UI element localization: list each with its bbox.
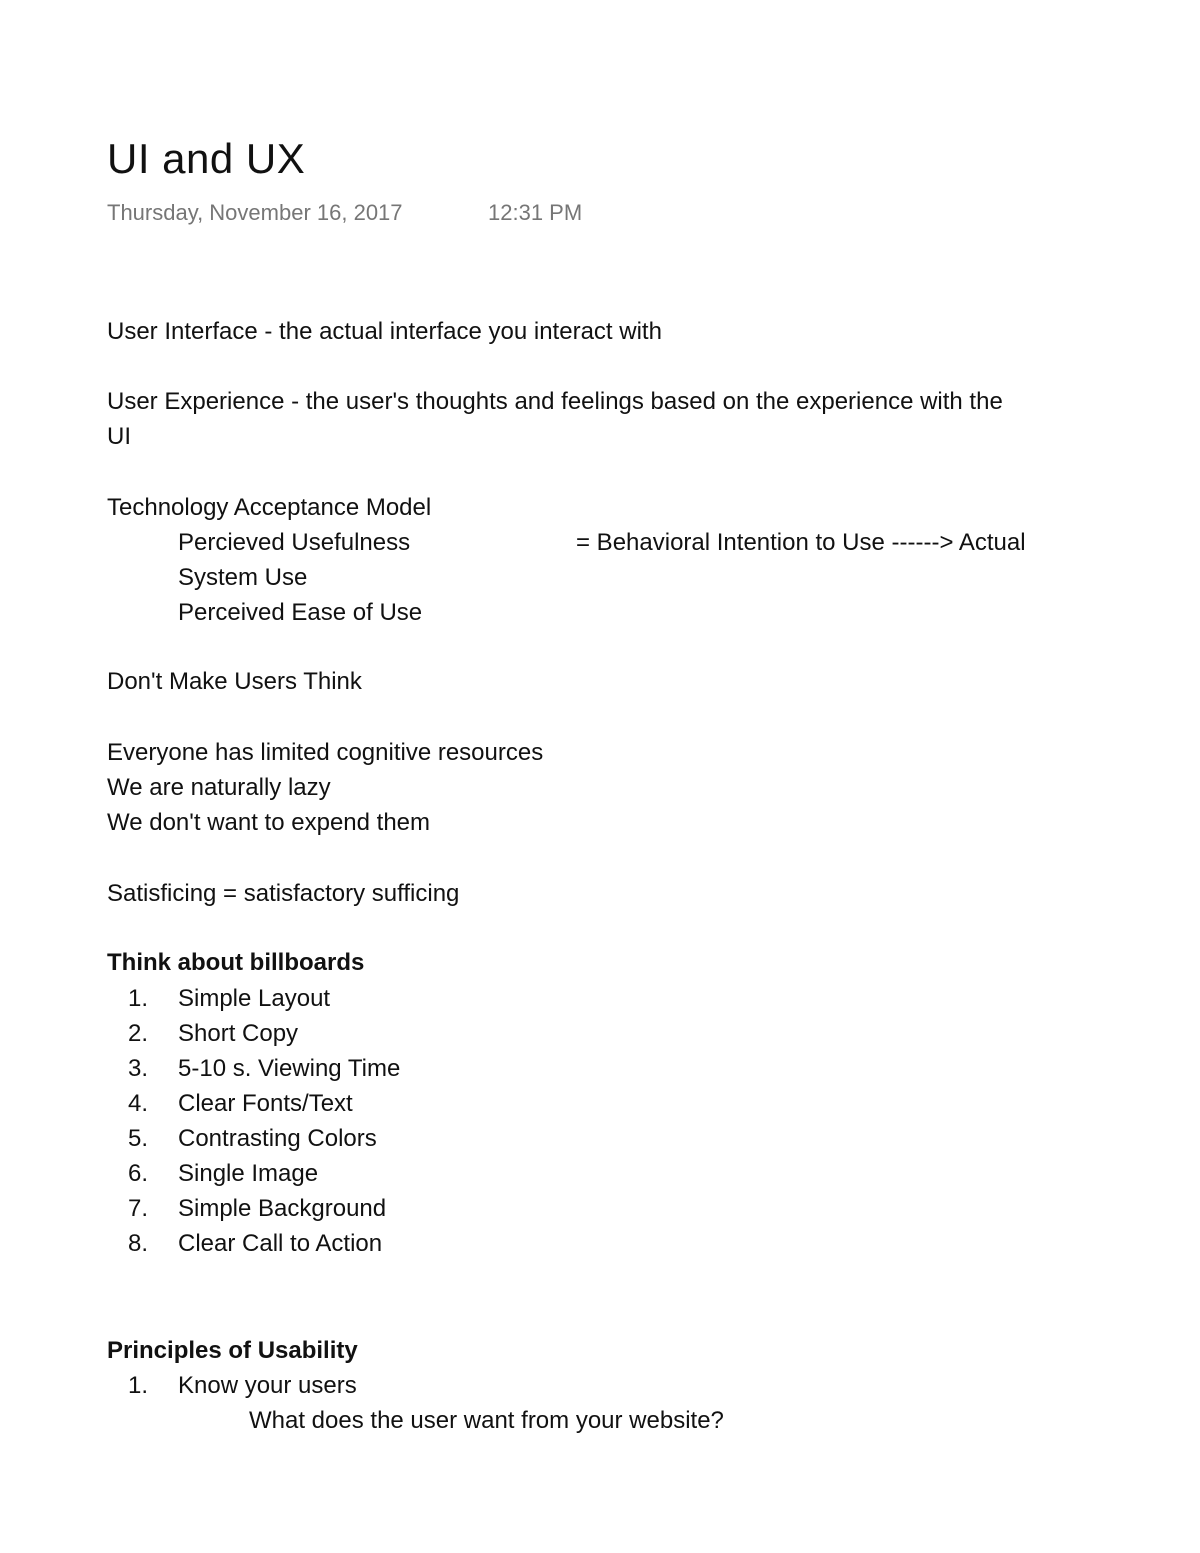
satisficing-line: Satisficing = satisfactory sufficing [107,880,460,907]
list-item: Simple Background [178,1195,387,1222]
usability-heading: Principles of Usability [107,1337,358,1364]
list-item-number: 3. [128,1055,149,1082]
list-item: Simple Layout [178,985,331,1012]
usability-subpoint: What does the user want from your website? [249,1407,724,1434]
list-item: Short Copy [178,1020,299,1047]
tam-system-use: System Use [178,564,308,591]
list-item: Know your users [178,1372,357,1399]
list-item-number: 1. [128,1372,149,1399]
note-time: 12:31 PM [488,200,583,225]
ui-definition: User Interface - the actual interface you interact with [107,318,662,345]
dont-make-users-think: Don't Make Users Think [107,668,362,695]
page-title: UI and UX [107,135,306,182]
list-item-number: 2. [128,1020,149,1047]
list-item: Single Image [178,1160,319,1187]
list-item-number: 1. [128,985,149,1012]
list-item: Clear Call to Action [178,1230,383,1257]
ux-definition-line-1: User Experience - the user's thoughts and feelings based on the experience with the [107,388,1003,415]
list-item: Clear Fonts/Text [178,1090,353,1117]
list-item-number: 7. [128,1195,149,1222]
list-item: 5-10 s. Viewing Time [178,1055,401,1082]
cognitive-line-2: We are naturally lazy [107,774,331,801]
list-item-number: 8. [128,1230,149,1257]
list-item-number: 4. [128,1090,149,1117]
tam-perceived-ease: Perceived Ease of Use [178,599,423,626]
tam-behavioral-intention: = Behavioral Intention to Use ------> Actual [576,529,1026,556]
tam-heading: Technology Acceptance Model [107,494,432,521]
billboards-heading: Think about billboards [107,949,365,976]
cognitive-line-3: We don't want to expend them [107,809,431,836]
list-item-number: 6. [128,1160,149,1187]
tam-perceived-usefulness: Percieved Usefulness [178,529,411,556]
note-date: Thursday, November 16, 2017 [107,200,403,225]
ux-definition-line-2: UI [107,423,131,450]
list-item: Contrasting Colors [178,1125,377,1152]
cognitive-line-1: Everyone has limited cognitive resources [107,739,544,766]
list-item-number: 5. [128,1125,149,1152]
